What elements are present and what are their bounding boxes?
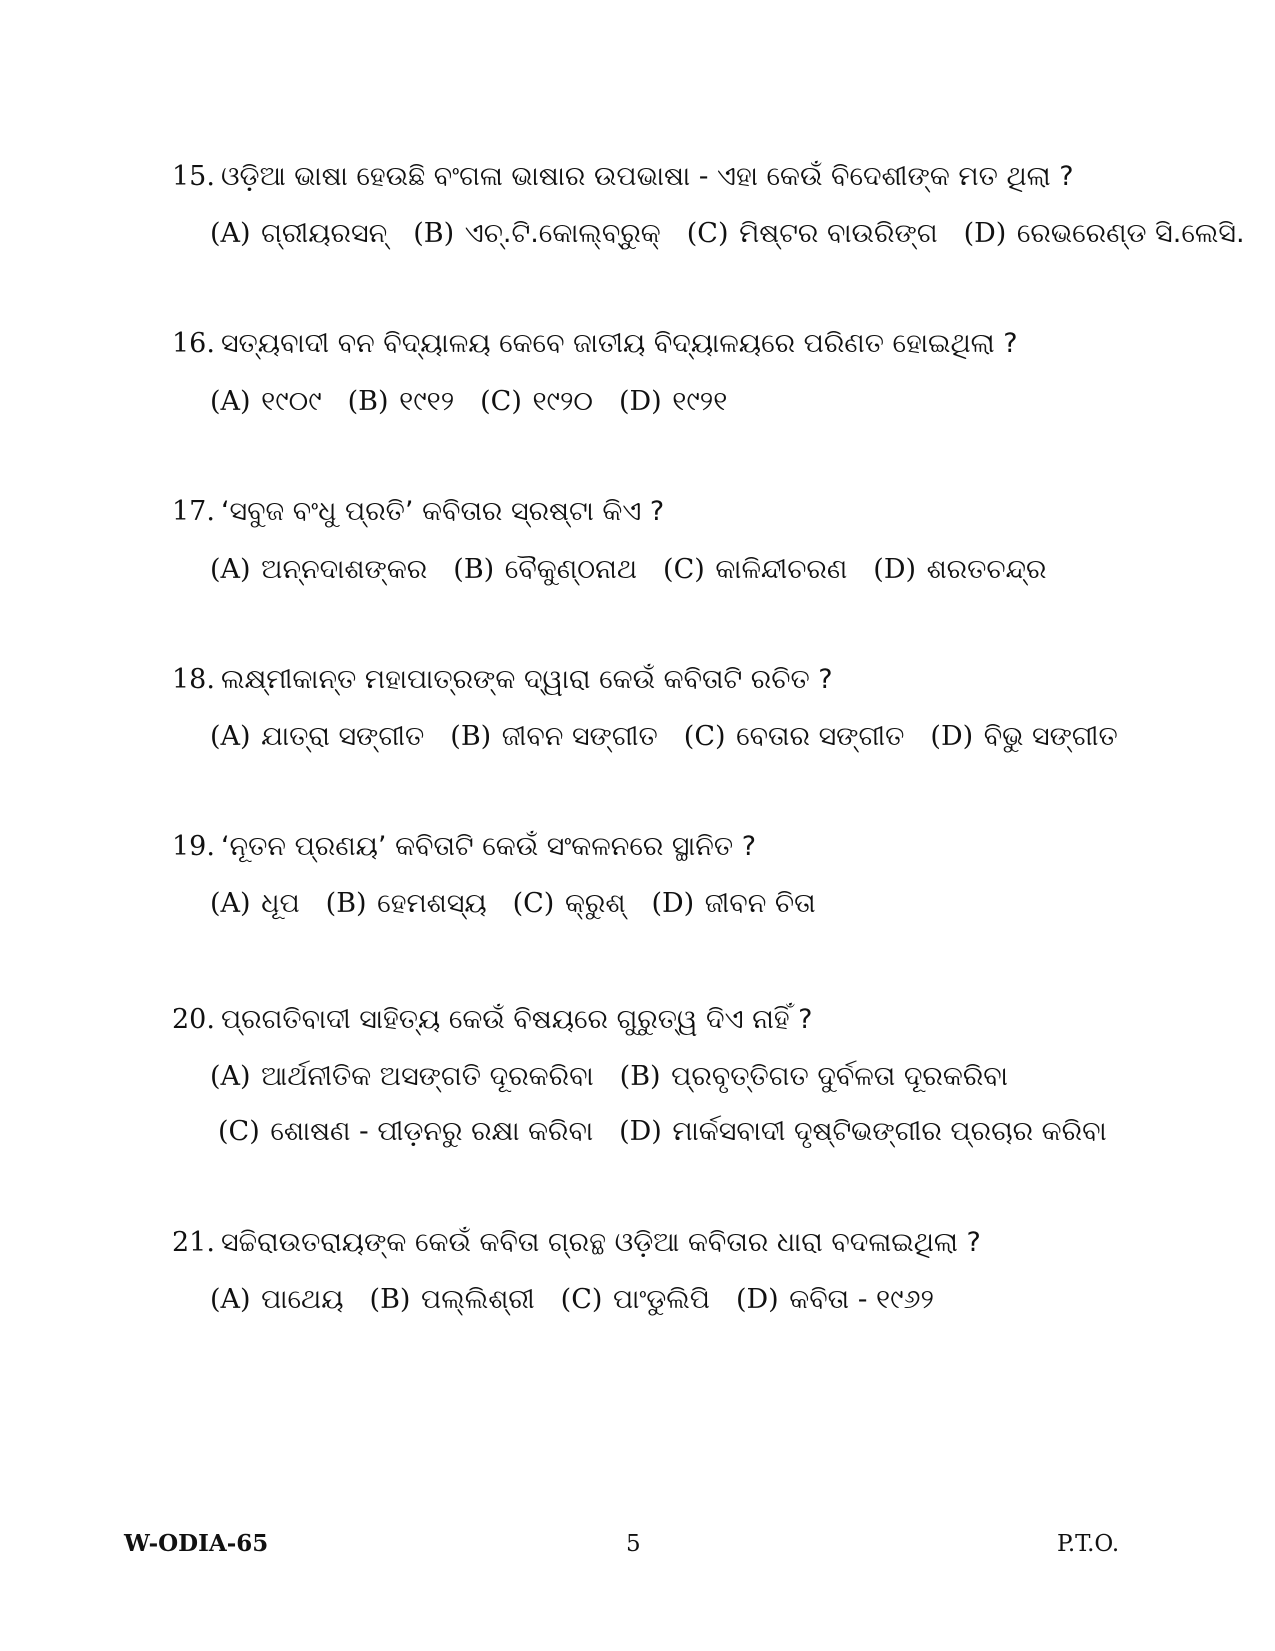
option-c: (C) ମିଷ୍ଟର ବାଉରିଙ୍ଗ xyxy=(686,218,938,249)
option-a: (A) ଆର୍ଥନୀତିକ ଅସଙ୍ଗତି ଦୂରକରିବା xyxy=(210,1061,594,1092)
option-a: (A) ଯାତ୍ରା ସଙ୍ଗୀତ xyxy=(210,721,425,752)
option-d: (D) ୧୯୨୧ xyxy=(618,386,728,417)
option-d: (D) ଜୀବନ ଚିତା xyxy=(651,888,816,919)
question-text: ଲକ୍ଷ୍ମୀକାନ୍ତ ମହାପାତ୍ରଙ୍କ ଦ୍ୱାରା କେଉଁ କବିତାଟି ରଚିତ ? xyxy=(220,664,833,695)
options-row xyxy=(210,1060,1034,1094)
page-number: 5 xyxy=(626,1531,641,1557)
options-row xyxy=(210,385,753,419)
question-stem xyxy=(172,1003,813,1037)
question-text: ପ୍ରଗତିବାଦୀ ସାହିତ୍ୟ କେଉଁ ବିଷୟରେ ଗୁରୁତ୍ୱ ଦିଏ ନାହିଁ ? xyxy=(220,1004,813,1035)
option-d: (D) ରେଭରେଣ୍ଡ ସି.ଲେସି. xyxy=(963,218,1245,249)
question-number: 18. xyxy=(172,664,215,695)
options-row xyxy=(210,720,1144,754)
options-row xyxy=(210,1283,960,1317)
option-b: (B) ପ୍ରବୃତ୍ତିଗତ ଦୁର୍ବଳତା ଦୂରକରିବା xyxy=(619,1061,1008,1092)
question-stem xyxy=(172,327,1018,361)
option-c: (C) କାଳିନ୍ଦୀଚରଣ xyxy=(663,554,848,585)
option-b: (B) ବୈକୁଣ୍ଠନାଥ xyxy=(453,554,638,585)
options-row xyxy=(210,217,1271,251)
question-stem xyxy=(172,663,833,697)
question-number: 19. xyxy=(172,831,215,862)
option-c: (C) ପାଂଡୁଲିପି xyxy=(560,1284,710,1315)
question-stem xyxy=(172,160,1074,194)
question-stem xyxy=(172,1226,981,1260)
question-text: ‘ନୂତନ ପ୍ରଣୟ’ କବିତାଟି କେଉଁ ସଂକଳନରେ ସ୍ଥାନିତ ? xyxy=(220,831,757,862)
option-c: (C) କ୍ରୁଶ୍ xyxy=(512,888,626,919)
question-number: 17. xyxy=(172,496,215,527)
option-c: (C) ୧୯୨୦ xyxy=(480,386,593,417)
question-number: 16. xyxy=(172,328,215,359)
option-d: (D) ବିଭୁ ସଙ୍ଗୀତ xyxy=(930,721,1118,752)
option-d: (D) ମାର୍କସବାଦୀ ଦୃଷ୍ଟିଭଙ୍ଗୀର ପ୍ରଚାର କରିବା xyxy=(619,1116,1107,1147)
option-b: (B) ଏଚ୍.ଟି.କୋଲ୍‌ବ୍ରୁକ୍ xyxy=(413,218,661,249)
option-c: (C) ବେତାର ସଙ୍ଗୀତ xyxy=(683,721,905,752)
question-stem xyxy=(172,830,756,864)
question-stem xyxy=(172,495,664,529)
question-number: 21. xyxy=(172,1227,215,1258)
option-b: (B) ଜୀବନ ସଙ୍ଗୀତ xyxy=(450,721,658,752)
question-text: ଓଡ଼ିଆ ଭାଷା ହେଉଛି ବଂଗଳା ଭାଷାର ଉପଭାଷା - ଏହା କେଉଁ ବିଦେଶୀଙ୍କ ମତ ଥିଲା ? xyxy=(220,161,1074,192)
question-number: 20. xyxy=(172,1004,215,1035)
option-a: (A) ଅନ୍ନଦାଶଙ୍କର xyxy=(210,554,428,585)
question-text: ‘ସବୁଜ ବଂଧୁ ପ୍ରତି’ କବିତାର ସ୍ରଷ୍ଟା କିଏ ? xyxy=(220,496,665,527)
options-row xyxy=(210,887,842,921)
question-text: ସଚ୍ଚିରାଉତରାୟଙ୍କ କେଉଁ କବିତା ଗ୍ରନ୍ଥ ଓଡ଼ିଆ କବିତାର ଧାରା ବଦଳାଇଥିଲା ? xyxy=(220,1227,981,1258)
options-row xyxy=(210,553,1072,587)
option-c: (C) ଶୋଷଣ - ପୀଡ଼ନରୁ ରକ୍ଷା କରିବା xyxy=(218,1116,594,1147)
option-b: (B) ହେମଶସ୍ୟ xyxy=(325,888,487,919)
option-a: (A) ଧୂପ xyxy=(210,888,300,919)
option-b: (B) ୧୯୧୨ xyxy=(347,386,455,417)
option-d: (D) ଶରତଚନ୍ଦ୍ର xyxy=(873,554,1047,585)
option-d: (D) କବିତା - ୧୯୬୨ xyxy=(735,1284,934,1315)
option-b: (B) ପଲ୍ଲିଶ୍ରୀ xyxy=(369,1284,535,1315)
question-number: 15. xyxy=(172,161,215,192)
option-a: (A) ପାଥେୟ xyxy=(210,1284,344,1315)
pto-label: P.T.O. xyxy=(1057,1531,1120,1557)
option-a: (A) ୧୯୦୯ xyxy=(210,386,322,417)
question-text: ସତ୍ୟବାଦୀ ବନ ବିଦ୍ୟାଳୟ କେବେ ଜାତୀୟ ବିଦ୍ୟାଳୟରେ ପରିଣତ ହୋଇଥିଲା ? xyxy=(220,328,1018,359)
options-row xyxy=(218,1115,1133,1149)
paper-code: W-ODIA-65 xyxy=(124,1530,269,1557)
option-a: (A) ଗ୍ରୀୟରସନ୍ xyxy=(210,218,388,249)
